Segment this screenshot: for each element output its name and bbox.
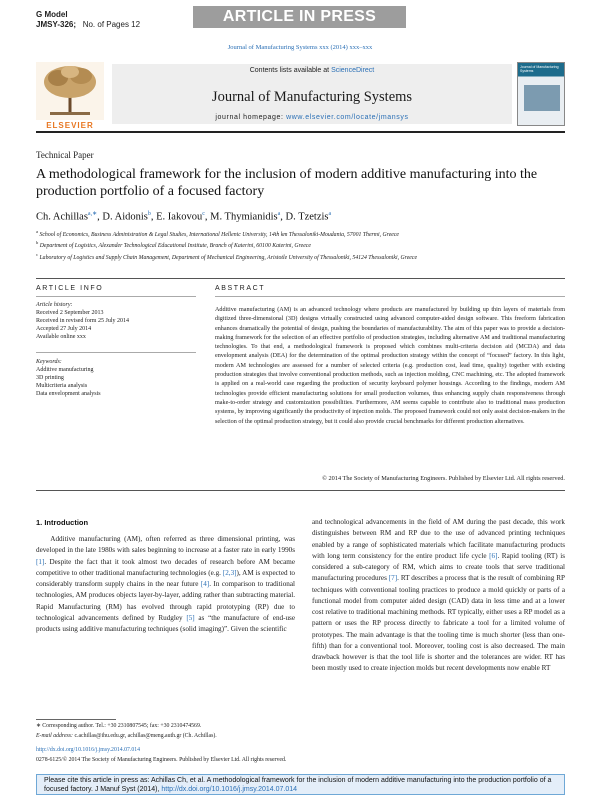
author-name[interactable]: E. Iakovou [156,211,203,223]
citation-prefix: Please cite this article in press as: Achillas Ch, et al. A methodological framework for the inclusion of modern additive manufacturing into the production portfolio of a focused factory. J Manuf Syst (2014), [44,777,552,793]
doi-link[interactable]: http://dx.doi.org/10.1016/j.jmsy.2014.07.014 [36,747,141,753]
author-sup[interactable]: a [328,211,332,217]
contents-prefix: Contents lists available at [249,67,332,74]
paper-title: A methodological framework for the inclusion of modern additive manufacturing into the production portfolio of a focused factory [36,167,538,199]
body-text: . In comparison to traditional technologies, AM produces objects layer-by-layer, adding rather than subtracting material. Rapid Manufacturing (RM) has evolved through rapid prototyping (RP) due to technological advancements defined by Rudgley [36,580,295,622]
affiliation-text: Department of Logistics, Alexander Technological Educational Institute, Branch of Katerini, 60100 Katerini, Greece [39,243,311,250]
affiliations [36,228,566,262]
affiliation-sup: b [36,240,39,246]
journal-reference[interactable]: Journal of Manufacturing Systems xxx (2014) xxx–xxx [227,44,373,51]
publisher-logo-text: ELSEVIER [46,121,94,130]
paper-type: Technical Paper [36,150,94,160]
article-meta [36,10,140,30]
keyword-item: Data envelopment analysis [36,391,101,397]
keywords-label: Keywords: [36,359,62,365]
affiliation-item [36,228,566,239]
affiliation-sup: a [36,229,38,234]
citation-link[interactable]: [1] [36,557,45,566]
elsevier-tree-logo [36,62,104,120]
citation-link[interactable]: [5] [186,613,195,622]
author-sup[interactable]: a [277,211,281,217]
journal-cover-thumbnail [517,62,565,126]
citation-link[interactable]: [7] [388,574,398,583]
sciencedirect-link[interactable]: ScienceDirect [331,67,375,74]
body-text: ), AM is expected to considerably transform supply chains in the near future [36,568,295,588]
gmodel-label: G Model [36,10,68,19]
body-text: . Rapid tooling (RT) is considered a sub-category of RM, which aims to create tools that serve traditional manufacturing procedures [312,551,565,583]
keyword-item: Multicriteria analysis [36,383,88,389]
divider [215,296,565,297]
affiliation-text: Laboratory of Logistics and Supply Chain Management, Department of Mechanical Engineering, Aristotle University of Thessaloniki, 54124 Thessaloniki, Greece [39,254,418,261]
footnote [36,722,296,741]
corresponding-author: ∗ Corresponding author. Tel.: +30 2310807545; fax: +30 2310474569. [36,723,202,729]
body-column-right [312,517,565,675]
author-name[interactable]: M. Thymianidis [210,211,278,223]
author-sup[interactable]: c [202,211,205,217]
divider [36,352,196,353]
author-list: Ch. Achillas$^{a,∗}$, D. Aidonis$^b$, E. Iakovou$^c$, M. Thymianidis$^a$, D. Tzetzis$^a$ [36,211,332,223]
divider [36,490,565,491]
footnote-divider [36,719,116,720]
author-sup[interactable]: b [147,211,151,217]
journal-name: Journal of Manufacturing Systems [211,89,413,105]
citation-link[interactable]: [6] [489,551,498,560]
citation-text [44,776,559,794]
email-addresses[interactable]: c.achillas@ihu.edu.gr, achillas@meng.auth.gr (Ch. Achillas). [74,732,217,739]
article-in-press-banner: ARTICLE IN PRESS [193,6,406,28]
history-item: Accepted 27 July 2014 [36,326,92,332]
keywords [36,358,196,398]
history-item: Available online xxx [36,334,86,340]
keyword-item: 3D printing [36,375,64,381]
abstract-heading: ABSTRACT [215,285,266,292]
author-name[interactable]: D. Tzetzis [285,211,329,223]
page-count: No. of Pages 12 [82,20,141,29]
homepage-link[interactable]: www.elsevier.com/locate/jmansys [286,114,409,121]
affiliation-item [36,251,566,262]
body-text: . Despite the fact that it took almost two decades of research before AM became competitive to other traditional manufacturing technologies (e.g. [36,557,295,577]
keyword-item: Additive manufacturing [36,367,94,373]
journal-homepage [112,114,512,121]
citation-link[interactable]: [4] [200,580,210,588]
cover-image [524,85,560,111]
email-label: E-mail address: [36,732,75,739]
section-heading: 1. Introduction [36,518,89,527]
article-ref: JMSY-326; [36,20,77,29]
divider [36,296,196,297]
citation-link[interactable]: [2,3] [222,568,237,577]
citation-doi-link[interactable]: http://dx.doi.org/10.1016/j.jmsy.2014.07.014 [161,786,298,793]
author-name[interactable]: Ch. Achillas [36,211,88,223]
body-text: . RT describes a process that is the result of combining RP techniques with conventional tooling practices to produce a mold quickly or parts of a functional model from computer aided design (CAD) data in less time and at a lower cost relative to traditional machining methods. RT typically, either uses a RP model as a pattern or uses the RP process directly to fabricate a tool for a limited volume of prototypes. The main advantage is that the tooling time is much shorter (less than one-fifth) than for a conventional tool. Moreover, tooling cost is also decreased. The main drawback however is that the tool life is shorter and the tolerances are wider. RT has been mostly used to create injection molds but recent developments now enable RT [312,574,565,673]
divider [36,278,565,279]
body-text: Additive manufacturing (AM), often referred as three dimensional printing, was developed in the late 1980s with sales beginning to increase at a faster rate in early 1990s [36,535,295,555]
copyright-notice: © 2014 The Society of Manufacturing Engineers. Published by Elsevier Ltd. All rights reserved. [322,475,565,482]
history-label: Article history: [36,302,73,308]
author-sup[interactable]: a,∗ [87,211,98,217]
body-text: as “the manufacture of end-use products using additive manufacturing techniques (solid imaging)”. Given the scientific [36,613,295,633]
homepage-label: journal homepage: [215,114,287,121]
body-column-left [36,534,295,635]
article-history [36,301,196,341]
affiliation-sup: c [36,251,38,257]
issn-line: 0278-6125/© 2014 The Society of Manufacturing Engineers. Published by Elsevier Ltd. All rights reserved. [36,757,287,763]
cover-title: Journal of Manufacturing Systems [520,65,559,73]
affiliation-text: School of Economics, Business Administration & Legal Studies, International Hellenic University, 14th km Thessaloniki-Moudania, 57001 Thermi, Greece [39,231,399,238]
abstract-text: Additive manufacturing (AM) is an advanced technology where products are manufactured by building up thin layers of materials from digitized three-dimensional (3D) designs virtually constructed using advanced computer-aided design software. This freeform fabrication enhances dramatically the potential of design, pushing the boundaries of manufacturability. The aim of this paper was to provide a decision-making framework for the selection of an effective portfolio of production strategies, including alternative AM and traditional manufacturing technologies. To that end, a methodological framework is proposed which combines multi-criteria decision aid (MCDA) and data envelopment analysis (DEA) for the determination of the optimal production strategy within the concept of “focused” factory. In this light, modern AM technologies are assessed for a number of selected criteria (e.g. production cost, lead time, quality) together with existing production strategies that involve conventional production methods, such as injection molding, CNC machining, etc. The adopted framework is applied on a real-world case regarding the production of security keyboard polymer housings. According to the findings, modern AM technologies provide efficient manufacturing solutions for small production volumes, thus enhancing supply chain responsiveness through make-to-order strategy and customization possibilities. Furthermore, AM seems capable to contribute also to traditional mass production systems, by improving significantly the productivity of injection molds. The proposed framework could not only assist decision-makers in the selection of the optimal production strategy, but it could also provide crucial benchmarks for different production alternatives. [215,307,565,425]
article-info-heading: ARTICLE INFO [36,285,104,292]
contents-line [112,67,512,74]
history-item: Received 2 September 2013 [36,310,104,316]
author-name[interactable]: D. Aidonis [102,211,148,223]
affiliation-item [36,239,566,250]
history-item: Received in revised form 25 July 2014 [36,318,129,324]
body-text: and technological advancements in the field of AM during the past decade, this work distinguishes between RM and RP due to the use of advanced printing techniques enabled by a range of sophisticated materials which facilitate manufacturing products with long term consistency for the entire product life cycle [312,518,565,560]
